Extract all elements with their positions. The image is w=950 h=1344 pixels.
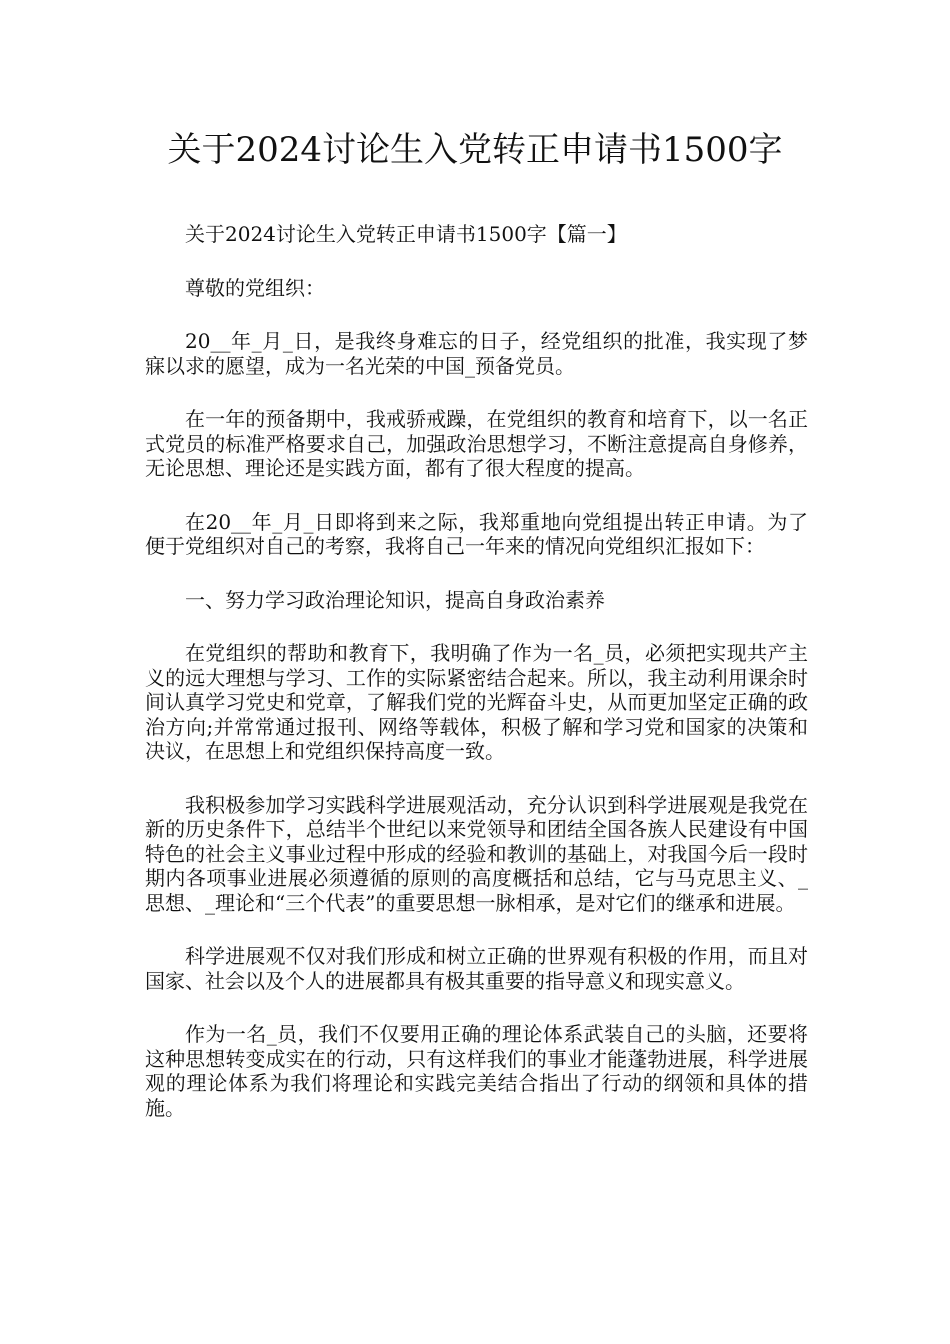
paragraph: 作为一名_员，我们不仅要用正确的理论体系武装自己的头脑，还要将这种思想转变成实在的行动，只有这样我们的事业才能蓬勃进展，科学进展观的理论体系为我们将理论和实践完美结合指出了行动的纲领和具体的措施。 [145, 1022, 808, 1120]
paragraph: 我积极参加学习实践科学进展观活动，充分认识到科学进展观是我党在新的历史条件下，总结半个世纪以来党领导和团结全国各族人民建设有中国特色的社会主义事业过程中形成的经验和教训的基础上，对我国今后一段时期内各项事业进展必须遵循的原则的高度概括和总结，它与马克思主义、_思想、_理论和“三个代表”的重要思想一脉相承，是对它们的继承和进展。 [145, 792, 808, 915]
paragraph: 在20__年_月_日即将到来之际，我郑重地向党组提出转正申请。为了便于党组织对自己的考察，我将自己一年来的情况向党组织汇报如下： [145, 509, 808, 558]
paragraph: 20__年_月_日，是我终身难忘的日子，经党组织的批准，我实现了梦寐以求的愿望，成为一名光荣的中国_预备党员。 [145, 329, 808, 378]
salutation: 尊敬的党组织： [185, 275, 325, 300]
document-body [145, 222, 808, 1149]
paragraph: 在一年的预备期中，我戒骄戒躁，在党组织的教育和培育下，以一名正式党员的标准严格要求自己，加强政治思想学习，不断注意提高自身修养，无论思想、理论还是实践方面，都有了很大程度的提高。 [145, 407, 808, 480]
paragraph: 科学进展观不仅对我们形成和树立正确的世界观有积极的作用，而且对国家、社会以及个人的进展都具有极其重要的指导意义和现实意义。 [145, 944, 808, 993]
paragraph: 在党组织的帮助和教育下，我明确了作为一名_员，必须把实现共产主义的远大理想与学习、工作的实际紧密结合起来。所以，我主动利用课余时间认真学习党史和党章，了解我们党的光辉奋斗史，从而更加坚定正确的政治方向;并常常通过报刊、网络等载体，积极了解和学习党和国家的决策和决议，在思想上和党组织保持高度一致。 [145, 641, 808, 763]
section-heading: 关于2024讨论生入党转正申请书1500字【篇一】 [185, 222, 627, 246]
document-title: 关于2024讨论生入党转正申请书1500字 [167, 130, 783, 170]
subheading: 一、努力学习政治理论知识，提高自身政治素养 [185, 587, 605, 612]
